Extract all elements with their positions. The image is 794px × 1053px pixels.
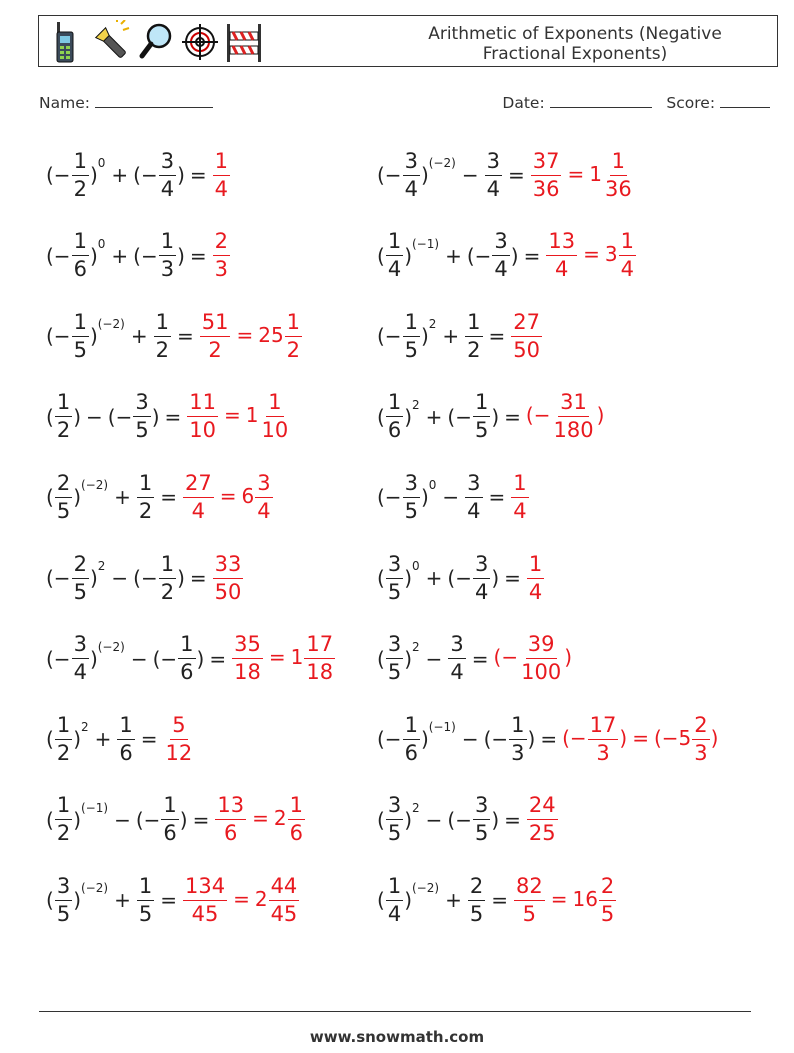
fraction: $\frac{1}{4}$ xyxy=(513,470,527,523)
problem-item: (− $\frac{3}{4}$ ) (−2) − (− $\frac{1}{6}$ ) = $\frac{35}{18}$ = 1 $\frac{17}{18}$ xyxy=(46,624,336,694)
fraction: $\frac{11}{10}$ xyxy=(189,390,217,443)
exponent: 0 xyxy=(97,156,106,170)
name-field xyxy=(39,93,213,112)
answer: $\frac{37}{36}$ = 1 $\frac{1}{36}$ xyxy=(532,148,632,201)
answer: $\frac{82}{5}$ = 16 $\frac{2}{5}$ xyxy=(515,873,615,926)
exponent: 0 xyxy=(97,236,106,251)
answer: $\frac{134}{45}$ = 2 $\frac{44}{45}$ xyxy=(184,873,298,926)
exponent: 2 xyxy=(412,397,420,412)
fraction: $\frac{1}{6}$ xyxy=(73,229,87,282)
fraction: $\frac{3}{4}$ xyxy=(160,148,175,201)
fraction: $\frac{17}{3}$ xyxy=(589,712,617,765)
fraction: $\frac{1}{6}$ xyxy=(387,390,402,443)
fraction: $\frac{2}{3}$ xyxy=(694,712,708,765)
fraction: $\frac{1}{2}$ xyxy=(160,551,175,604)
fraction: $\frac{1}{5}$ xyxy=(404,309,418,362)
score-blank[interactable] xyxy=(720,93,770,108)
fraction: $\frac{3}{4}$ xyxy=(257,470,271,523)
fraction: $\frac{3}{5}$ xyxy=(404,470,418,523)
problem-item: ( $\frac{2}{5}$ ) (−2) + $\frac{1}{2}$ = $\frac{27}{4}$ = 6 $\frac{3}{4}$ xyxy=(46,462,274,532)
fraction: $\frac{3}{5}$ xyxy=(56,873,71,926)
fraction: $\frac{2}{3}$ xyxy=(214,229,229,282)
flashlight-icon xyxy=(93,20,131,64)
answer xyxy=(510,309,543,362)
fraction: $\frac{2}{5}$ xyxy=(56,470,71,523)
fraction: $\frac{44}{45}$ xyxy=(270,873,298,926)
fraction: $\frac{1}{4}$ xyxy=(387,229,402,282)
fraction: $\frac{1}{5}$ xyxy=(138,873,153,926)
fraction: $\frac{1}{6}$ xyxy=(289,793,303,846)
exponent: 0 xyxy=(428,478,437,493)
worksheet-title: Arithmetic of Exponents (Negative Fractional Exponents) xyxy=(428,24,722,64)
fraction: $\frac{2}{5}$ xyxy=(469,873,484,926)
fraction: $\frac{3}{4}$ xyxy=(450,632,464,685)
answer xyxy=(163,712,196,765)
answer: (− $\frac{31}{180}$ ) xyxy=(525,390,605,443)
fraction: $\frac{1}{6}$ xyxy=(404,712,418,765)
fraction: $\frac{1}{2}$ xyxy=(73,148,87,201)
fraction: $\frac{3}{4}$ xyxy=(404,148,418,201)
exponent: 0 xyxy=(412,559,420,573)
date-blank[interactable] xyxy=(550,93,652,108)
fraction: $\frac{3}{4}$ xyxy=(494,229,508,282)
fraction: $\frac{1}{5}$ xyxy=(474,390,489,443)
fraction: $\frac{1}{6}$ xyxy=(180,632,194,685)
fraction: $\frac{13}{4}$ xyxy=(548,229,576,282)
problem-item: (− $\frac{1}{2}$ ) 0 + (− $\frac{3}{4}$ ) = $\frac{1}{4}$ xyxy=(46,140,231,210)
fraction: $\frac{1}{5}$ xyxy=(73,309,87,362)
fraction: $\frac{134}{45}$ xyxy=(184,873,226,926)
fraction: $\frac{1}{2}$ xyxy=(56,793,71,846)
name-blank[interactable] xyxy=(95,93,213,108)
problem-item: ( $\frac{3}{5}$ ) (−2) + $\frac{1}{5}$ = $\frac{134}{45}$ = 2 $\frac{44}{45}$ xyxy=(46,865,300,935)
answer: $\frac{13}{6}$ = 2 $\frac{1}{6}$ xyxy=(217,793,303,846)
answer xyxy=(526,551,545,604)
fraction: $\frac{51}{2}$ xyxy=(201,309,229,362)
problem-item: (− $\frac{1}{6}$ ) (−1) − (− $\frac{1}{3}$ ) = (− $\frac{17}{3}$ ) = (−5 $\frac{2}{3}$ ) xyxy=(377,712,719,765)
barrier-icon xyxy=(225,20,263,64)
problem-item: (− $\frac{3}{4}$ ) (−2) − $\frac{3}{4}$ = $\frac{37}{36}$ = 1 $\frac{1}{36}$ xyxy=(377,140,635,210)
fraction: $\frac{1}{10}$ xyxy=(261,390,289,443)
answer: $\frac{11}{10}$ = 1 $\frac{1}{10}$ xyxy=(189,390,289,443)
exponent: 2 xyxy=(428,317,437,332)
fraction: $\frac{27}{4}$ xyxy=(184,470,212,523)
fraction: $\frac{3}{4}$ xyxy=(474,551,489,604)
fraction: $\frac{1}{4}$ xyxy=(528,551,543,604)
exponent: (−1) xyxy=(428,720,456,735)
fraction: $\frac{27}{50}$ xyxy=(513,309,541,362)
problem-item: (− $\frac{2}{5}$ ) 2 − (− $\frac{1}{2}$ ) = $\frac{33}{50}$ xyxy=(46,543,244,613)
answer: (− $\frac{39}{100}$ ) xyxy=(493,632,573,685)
problem-item: ( $\frac{1}{4}$ ) (−2) + $\frac{2}{5}$ = $\frac{82}{5}$ = 16 $\frac{2}{5}$ xyxy=(377,865,617,935)
date-score-field xyxy=(502,93,770,112)
fraction: $\frac{3}{4}$ xyxy=(486,148,500,201)
answer xyxy=(212,551,245,604)
score-label: Score: xyxy=(666,94,716,112)
problem-item: (− $\frac{1}{6}$ ) 0 + (− $\frac{1}{3}$ ) = $\frac{2}{3}$ xyxy=(46,221,231,291)
exponent: (−2) xyxy=(97,317,125,332)
header-icons xyxy=(49,20,263,64)
fraction: $\frac{39}{100}$ xyxy=(521,632,562,685)
magnifier-icon xyxy=(137,20,175,64)
problem-item: ( $\frac{1}{2}$ ) (−1) − (− $\frac{1}{6}$ ) = $\frac{13}{6}$ = 2 $\frac{1}{6}$ xyxy=(46,785,306,855)
name-label: Name: xyxy=(39,94,90,112)
problem-item: ( $\frac{3}{5}$ ) 2 − (− $\frac{3}{5}$ ) = $\frac{24}{25}$ xyxy=(377,785,559,855)
answer xyxy=(212,148,231,201)
fraction: $\frac{1}{2}$ xyxy=(286,309,301,362)
answer: $\frac{27}{4}$ = 6 $\frac{3}{4}$ xyxy=(184,470,271,523)
exponent: 2 xyxy=(81,720,89,735)
problem-item: ( $\frac{3}{5}$ ) 0 + (− $\frac{3}{4}$ ) = $\frac{1}{4}$ xyxy=(377,543,545,613)
fraction: $\frac{1}{2}$ xyxy=(138,470,153,523)
problem-item: ( $\frac{1}{4}$ ) (−1) + (− $\frac{3}{4}$ ) = $\frac{13}{4}$ = 3 $\frac{1}{4}$ xyxy=(377,221,637,291)
exponent: 2 xyxy=(412,800,420,815)
exponent: 2 xyxy=(412,639,420,654)
answer xyxy=(526,795,559,844)
exponent: (−2) xyxy=(81,478,109,493)
fraction: $\frac{3}{5}$ xyxy=(474,793,489,846)
problem-item: ( $\frac{1}{6}$ ) 2 + (− $\frac{1}{5}$ ) = (− $\frac{31}{180}$ ) xyxy=(377,390,605,443)
answer xyxy=(510,470,529,523)
exponent: 2 xyxy=(97,559,106,573)
fraction: $\frac{1}{6}$ xyxy=(163,793,177,846)
exponent: (−2) xyxy=(412,881,440,896)
exponent: (−1) xyxy=(412,236,440,251)
answer: $\frac{51}{2}$ = 25 $\frac{1}{2}$ xyxy=(201,309,301,362)
answer xyxy=(212,231,231,280)
fraction: $\frac{2}{5}$ xyxy=(73,551,87,604)
fraction: $\frac{3}{4}$ xyxy=(467,470,481,523)
problem-item: (− $\frac{3}{5}$ ) 0 − $\frac{3}{4}$ = $\frac{1}{4}$ xyxy=(377,462,530,532)
fraction: $\frac{5}{12}$ xyxy=(165,712,193,765)
fraction: $\frac{31}{180}$ xyxy=(553,390,594,443)
exponent: (−2) xyxy=(97,639,125,654)
fraction: $\frac{82}{5}$ xyxy=(515,873,543,926)
fraction: $\frac{13}{6}$ xyxy=(217,793,245,846)
answer: (− $\frac{17}{3}$ ) = (−5 $\frac{2}{3}$ ) xyxy=(562,712,719,765)
fraction: $\frac{1}{4}$ xyxy=(620,229,634,282)
fraction: $\frac{2}{5}$ xyxy=(600,873,615,926)
fraction: $\frac{1}{3}$ xyxy=(511,712,525,765)
fraction: $\frac{1}{6}$ xyxy=(119,712,133,765)
crosshair-icon xyxy=(181,20,219,64)
fraction: $\frac{1}{4}$ xyxy=(214,148,229,201)
answer: $\frac{13}{4}$ = 3 $\frac{1}{4}$ xyxy=(548,229,634,282)
walkie-talkie-icon xyxy=(49,20,87,64)
fraction: $\frac{1}{2}$ xyxy=(467,309,481,362)
fraction: $\frac{3}{5}$ xyxy=(135,390,149,443)
exponent: (−2) xyxy=(428,156,456,170)
footer-url[interactable]: www.snowmath.com xyxy=(309,1028,485,1046)
problem-item: ( $\frac{3}{5}$ ) 2 − $\frac{3}{4}$ = (− $\frac{39}{100}$ ) xyxy=(377,632,573,685)
fraction: $\frac{3}{5}$ xyxy=(387,632,402,685)
fraction: $\frac{33}{50}$ xyxy=(214,551,242,604)
fraction: $\frac{1}{4}$ xyxy=(387,873,402,926)
fraction: $\frac{3}{5}$ xyxy=(387,793,402,846)
fraction: $\frac{17}{18}$ xyxy=(306,632,334,685)
fraction: $\frac{3}{4}$ xyxy=(73,632,87,685)
fraction: $\frac{37}{36}$ xyxy=(532,148,560,201)
worksheet-header xyxy=(38,15,778,67)
fraction: $\frac{1}{2}$ xyxy=(56,712,71,765)
fraction: $\frac{3}{5}$ xyxy=(387,551,402,604)
fraction: $\frac{24}{25}$ xyxy=(528,793,556,846)
problem-item: (− $\frac{1}{5}$ ) 2 + $\frac{1}{2}$ = $\frac{27}{50}$ xyxy=(377,301,543,371)
fraction: $\frac{1}{3}$ xyxy=(160,229,175,282)
date-label: Date: xyxy=(502,94,545,112)
fraction: $\frac{1}{2}$ xyxy=(56,390,71,443)
exponent: (−1) xyxy=(81,800,109,815)
problem-item: ( $\frac{1}{2}$ ) 2 + $\frac{1}{6}$ = $\frac{5}{12}$ xyxy=(46,704,195,774)
fraction: $\frac{1}{36}$ xyxy=(604,148,632,201)
fraction: $\frac{35}{18}$ xyxy=(234,632,261,685)
footer-divider xyxy=(39,1011,751,1012)
problem-item: (− $\frac{1}{5}$ ) (−2) + $\frac{1}{2}$ = $\frac{51}{2}$ = 25 $\frac{1}{2}$ xyxy=(46,301,303,371)
problem-item: ( $\frac{1}{2}$ ) − (− $\frac{3}{5}$ ) = $\frac{11}{10}$ = 1 $\frac{1}{10}$ xyxy=(46,382,291,452)
answer: $\frac{35}{18}$ = 1 $\frac{17}{18}$ xyxy=(234,632,334,685)
exponent: (−2) xyxy=(81,881,109,896)
fraction: $\frac{1}{2}$ xyxy=(155,309,169,362)
